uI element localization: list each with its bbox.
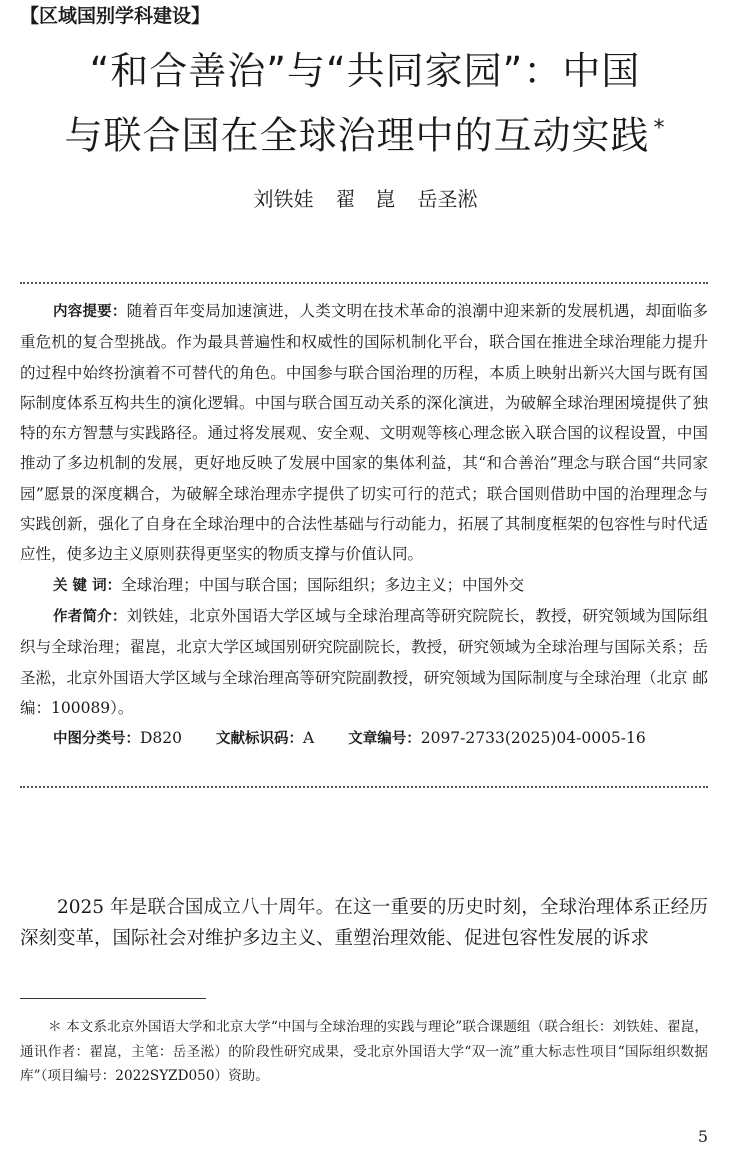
clc-value: D820: [140, 729, 183, 748]
title-line-2: 与联合国在全球治理中的互动实践: [64, 113, 650, 158]
body-paragraph: 2025 年是联合国成立八十周年。在这一重要的历史时刻，全球治理体系正经历深刻变革，国际社会对维护多边主义、重塑治理效能、促进包容性发展的诉求: [20, 897, 708, 949]
author-intro: [20, 601, 708, 723]
author-intro-label: 作者简介：: [53, 608, 127, 625]
section-tag: 【区域国别学科建设】: [20, 5, 211, 27]
clc-label: 中图分类号：: [53, 731, 140, 748]
abstract-text: 随着百年变局加速演进，人类文明在技术革命的浪潮中迎来新的发展机遇，却面临多重危机的复合型挑战。作为最具普遍性和权威性的国际机制化平台，联合国在推进全球治理能力提升的过程中始终扮演着不可替代的角色。中国参与联合国治理的历程，本质上映射出新兴大国与既有国际制度体系互构共生的演化逻辑。中国与联合国互动关系的深化演进，为破解全球治理困境提供了独特的东方智慧与实践路径。通过将发展观、安全观、文明观等核心理念嵌入联合国的议程设置，中国推动了多边机制的发展，更好地反映了发展中国家的集体利益，其“和合善治”理念与联合国“共同家园”愿景的深度耦合，为破解全球治理赤字提供了切实可行的范式；联合国则借助中国的治理理念与实践创新，强化了自身在全球治理中的合法性基础与行动能力，拓展了其制度框架的包容性与时代适应性，使多边主义原则获得更坚实的物质支撑与价值认同。: [20, 302, 709, 564]
title-line-1: “和合善治”与“共同家园”：中国: [89, 49, 641, 93]
footnote-divider: [20, 998, 206, 999]
author-name: 刘铁娃: [253, 187, 314, 211]
article-no-value: 2097-2733(2025)04-0005-16: [420, 729, 646, 748]
doc-code-value: A: [303, 729, 315, 748]
doc-code-label: 文献标识码：: [216, 731, 304, 748]
abstract-label: 内容提要：: [53, 304, 127, 320]
footnote-text: ＊ 本文系北京外国语大学和北京大学“中国与全球治理的实践与理论”联合课题组（联合组长：刘铁娃、翟崑，通讯作者：翟崑，主笔：岳圣淞）的阶段性研究成果，受北京外国语大学“双一流”重大标志性项目“国际组织数据库”（项目编号：2022SYZD050）资助。: [20, 1019, 708, 1084]
author-list: [0, 184, 731, 214]
keywords: [20, 570, 708, 601]
bottom-dotted-divider: [20, 786, 708, 788]
article-title: [20, 42, 710, 165]
footnote: [20, 1015, 708, 1089]
abstract: [20, 296, 708, 570]
author-name: 翟 崑: [335, 187, 396, 211]
keywords-label: 关 键 词：: [53, 577, 122, 594]
page-number: 5: [697, 1127, 708, 1146]
title-footnote-marker[interactable]: *: [653, 116, 666, 141]
author-intro-text: 刘铁娃，北京外国语大学区域与全球治理高等研究院院长，教授，研究领域为国际组织与全球治理；翟崑，北京大学区域国别研究院副院长，教授，研究领域为全球治理与国际关系；岳圣淞，北京外国语大学区域与全球治理高等研究院副教授，研究领域为国际制度与全球治理（北京 邮编：100089）。: [20, 606, 709, 717]
author-name: 岳圣淞: [417, 187, 478, 211]
body-text: [20, 892, 708, 954]
abstract-block: [20, 296, 708, 754]
top-dotted-divider: [20, 282, 708, 284]
article-no-label: 文章编号：: [348, 731, 421, 748]
keywords-text: 全球治理；中国与联合国；国际组织；多边主义；中国外交: [121, 575, 525, 594]
classification-line: [20, 723, 708, 754]
